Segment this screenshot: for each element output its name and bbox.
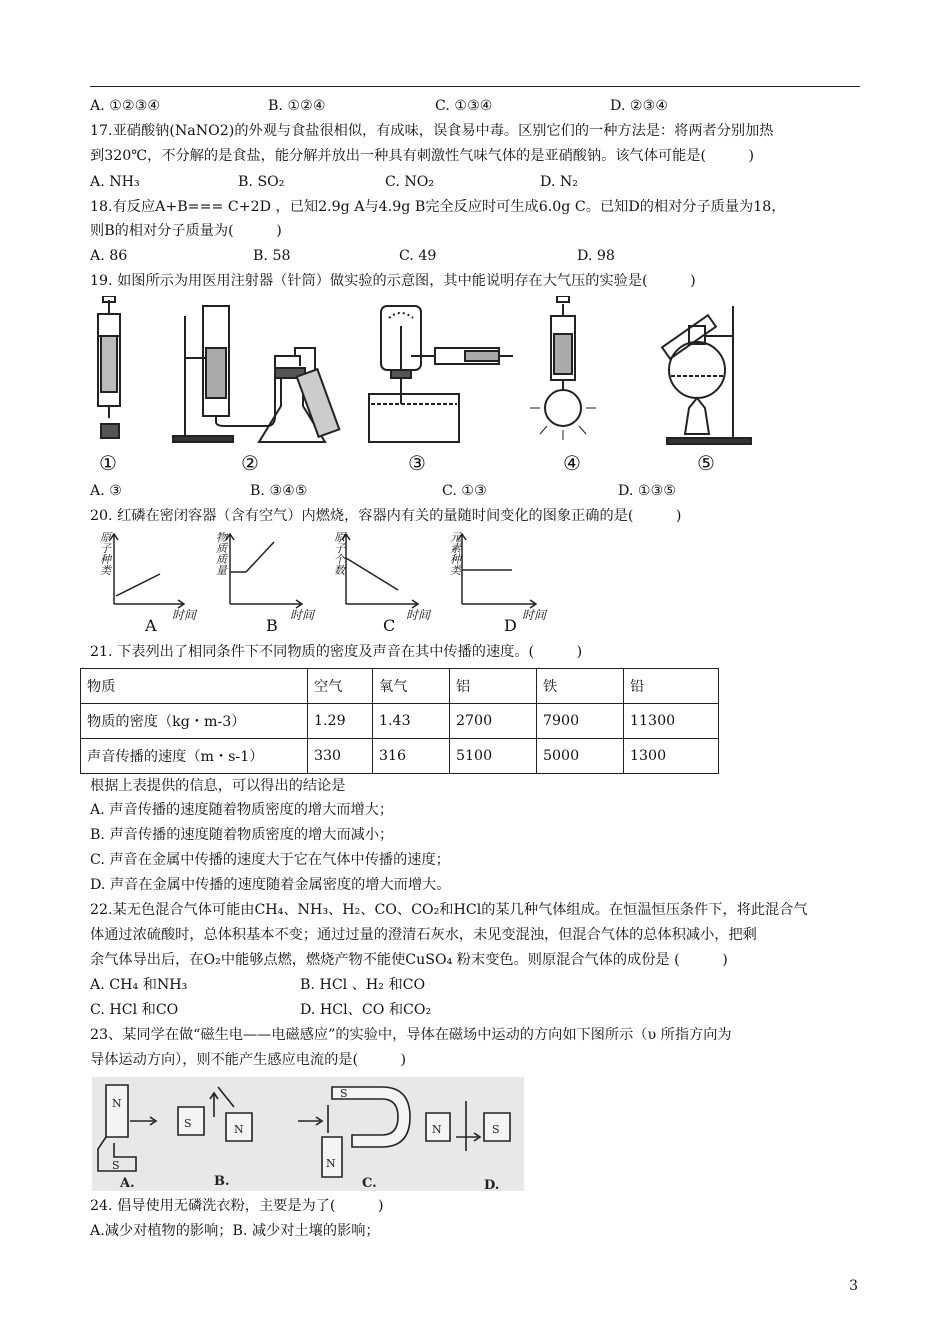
option-d: D. ②③④: [610, 98, 669, 114]
stand-flask-syringe-figure: [173, 306, 339, 442]
q17-line2: 到320℃，不分解的是食盐，能分解并放出一种具有刺激性气味气体的是亚硝酸钠。该气体可能是( ): [90, 148, 755, 164]
option-d: D. 98: [577, 248, 615, 264]
q20-graphs: [88, 530, 558, 638]
inverted-bottle-figure: [369, 306, 513, 442]
q23-line2: 导体运动方向），则不能产生感应电流的是( ): [90, 1052, 407, 1068]
q16-options: [90, 96, 860, 116]
table-cell: 1.29: [308, 704, 373, 739]
graph-d-letter: D: [504, 616, 517, 635]
q17-line1: 17.亚硝酸钠(NaNO2)的外观与食盐很相似，有成味，误食易中毒。区别它们的一种方法是：将两者分别加热: [90, 123, 774, 139]
table-cell: 316: [373, 739, 450, 774]
syringe-weight-figure: [98, 296, 120, 438]
table-cell: 氧气: [373, 669, 450, 704]
option-b: B. ③④⑤: [250, 483, 308, 499]
q24-line2: A.减少对植物的影响；B. 减少对土壤的影响；: [90, 1223, 380, 1239]
fig-label-4: ④: [563, 451, 581, 474]
table-cell: 330: [308, 739, 373, 774]
q22-line3: 余气体导出后，在O₂中能够点燃，燃烧产物不能使CuSO₄ 粉末变色。则原混合气体的成份是 ( ): [90, 952, 728, 968]
graph-c-letter: C: [383, 616, 396, 635]
option-a: A. ③: [90, 483, 122, 499]
graph-b: [226, 534, 302, 608]
svg-text:S: S: [112, 1159, 120, 1172]
graph-a-ylabel: 原子种类: [100, 531, 111, 577]
q21-option-d: D. 声音在金属中传播的速度随着金属密度的增大而增大。: [90, 877, 451, 893]
q23-magnet-figures: [92, 1077, 524, 1191]
fig-letter-c: C.: [362, 1176, 377, 1191]
graph-b-xlabel: 时间: [290, 608, 315, 622]
q22-options-row2: [90, 1000, 860, 1020]
q18-line1: 18.有反应A+B=== C+2D ，已知2.9g A与4.9g B完全反应时可生成6.0g C。已知D的相对分子质量为18，: [90, 199, 786, 215]
option-a: A. CH₄ 和NH₃: [90, 977, 188, 993]
table-cell: 2700: [450, 704, 537, 739]
fig-label-3: ③: [408, 451, 426, 474]
q21-line1: 21. 下表列出了相同条件下不同物质的密度及声音在其中传播的速度。( ): [90, 644, 583, 660]
option-b: B. 58: [253, 248, 291, 264]
q20-line1: 20. 红磷在密闭容器（含有空气）内燃烧，容器内有关的量随时间变化的图象正确的是( ): [90, 508, 682, 524]
flask-burner-figure: [662, 306, 751, 444]
graph-c-ylabel: 原子个数: [334, 531, 345, 577]
option-a: A. ①②③④: [90, 98, 161, 114]
table-cell: 1300: [624, 739, 719, 774]
fig-letter-a: A.: [120, 1176, 135, 1191]
q18-line2: 则B的相对分子质量为( ): [90, 223, 282, 239]
fig-letter-b: B.: [214, 1174, 230, 1189]
q22-options-row1: [90, 975, 860, 995]
table-cell: 物质: [81, 669, 308, 704]
svg-text:S: S: [340, 1087, 348, 1100]
q23-line1: 23、某同学在做“磁生电——电磁感应”的实验中，导体在磁场中运动的方向如下图所示（υ 所指方向为: [90, 1027, 732, 1043]
table-cell: 7900: [537, 704, 624, 739]
option-a: A. NH₃: [90, 174, 140, 190]
q19-figure-labels: [99, 451, 715, 474]
q22-line1: 22.某无色混合气体可能由CH₄、NH₃、H₂、CO、CO₂和HCl的某几种气体组成。在恒温恒压条件下，将此混合气: [90, 902, 808, 918]
fig-label-2: ②: [241, 451, 259, 474]
table-cell: 空气: [308, 669, 373, 704]
table-cell: 5000: [537, 739, 624, 774]
graph-c: [342, 534, 418, 608]
q21-option-b: B. 声音传播的速度随着物质密度的增大而减小；: [90, 827, 394, 843]
q18-options: [90, 246, 860, 266]
table-cell: 5100: [450, 739, 537, 774]
table-row: [81, 704, 719, 739]
q19-line1: 19. 如图所示为用医用注射器（针筒）做实验的示意图，其中能说明存在大气压的实验是( ): [90, 273, 696, 289]
option-c: C. ①③④: [435, 98, 493, 114]
table-cell: 物质的密度（kg・m-3）: [81, 704, 308, 739]
svg-text:S: S: [184, 1117, 192, 1130]
option-c: C. ①③: [442, 483, 487, 499]
option-c: C. HCl 和CO: [90, 1002, 179, 1018]
table-cell: 铁: [537, 669, 624, 704]
graph-d-xlabel: 时间: [522, 608, 547, 622]
option-b: B. HCl 、H₂ 和CO: [300, 977, 426, 993]
q21-data-table: [80, 668, 719, 774]
graph-a: [110, 534, 184, 608]
svg-text:N: N: [326, 1157, 336, 1170]
option-c: C. NO₂: [385, 174, 435, 190]
graph-b-ylabel: 物质质量: [216, 531, 227, 577]
option-d: D. N₂: [540, 174, 578, 190]
fig-label-5: ⑤: [697, 451, 715, 474]
graph-a-xlabel: 时间: [172, 608, 197, 622]
q21-option-c: C. 声音在金属中传播的速度大于它在气体中传播的速度；: [90, 852, 450, 868]
syringe-balloon-figure: [530, 296, 596, 440]
table-cell: 声音传播的速度（m・s-1）: [81, 739, 308, 774]
table-row: [81, 739, 719, 774]
table-cell: 11300: [624, 704, 719, 739]
table-header-row: [81, 669, 719, 704]
svg-text:N: N: [234, 1123, 244, 1136]
svg-text:N: N: [112, 1097, 122, 1110]
table-cell: 铅: [624, 669, 719, 704]
option-d: D. ①③⑤: [618, 483, 677, 499]
table-cell: 1.43: [373, 704, 450, 739]
table-cell: 铝: [450, 669, 537, 704]
q21-line2: 根据上表提供的信息，可以得出的结论是: [90, 778, 346, 794]
graph-b-letter: B: [266, 616, 278, 635]
fig-label-1: ①: [99, 451, 117, 474]
fig-letter-d: D.: [484, 1178, 500, 1191]
option-b: B. SO₂: [238, 174, 285, 190]
page-number: 3: [849, 1278, 858, 1294]
q19-syringe-figures: [85, 296, 765, 474]
q17-options: [90, 172, 860, 192]
option-d: D. HCl、CO 和CO₂: [300, 1002, 432, 1018]
q21-option-a: A. 声音传播的速度随着物质密度的增大而增大；: [90, 802, 394, 818]
q24-line1: 24. 倡导使用无磷洗衣粉，主要是为了( ): [90, 1198, 384, 1214]
q19-options: [90, 481, 860, 501]
option-b: B. ①②④: [268, 98, 326, 114]
graph-a-letter: A: [145, 616, 157, 635]
graph-c-xlabel: 时间: [406, 608, 431, 622]
svg-text:N: N: [432, 1123, 442, 1136]
option-a: A. 86: [90, 248, 128, 264]
graph-d: [458, 534, 536, 608]
graph-d-ylabel: 元素种类: [450, 531, 461, 577]
header-rule: [90, 86, 860, 87]
svg-text:S: S: [492, 1123, 500, 1136]
option-c: C. 49: [399, 248, 437, 264]
q22-line2: 体通过浓硫酸时，总体积基本不变；通过过量的澄清石灰水，未见变混浊，但混合气体的总体积减小，把剩: [90, 927, 757, 943]
